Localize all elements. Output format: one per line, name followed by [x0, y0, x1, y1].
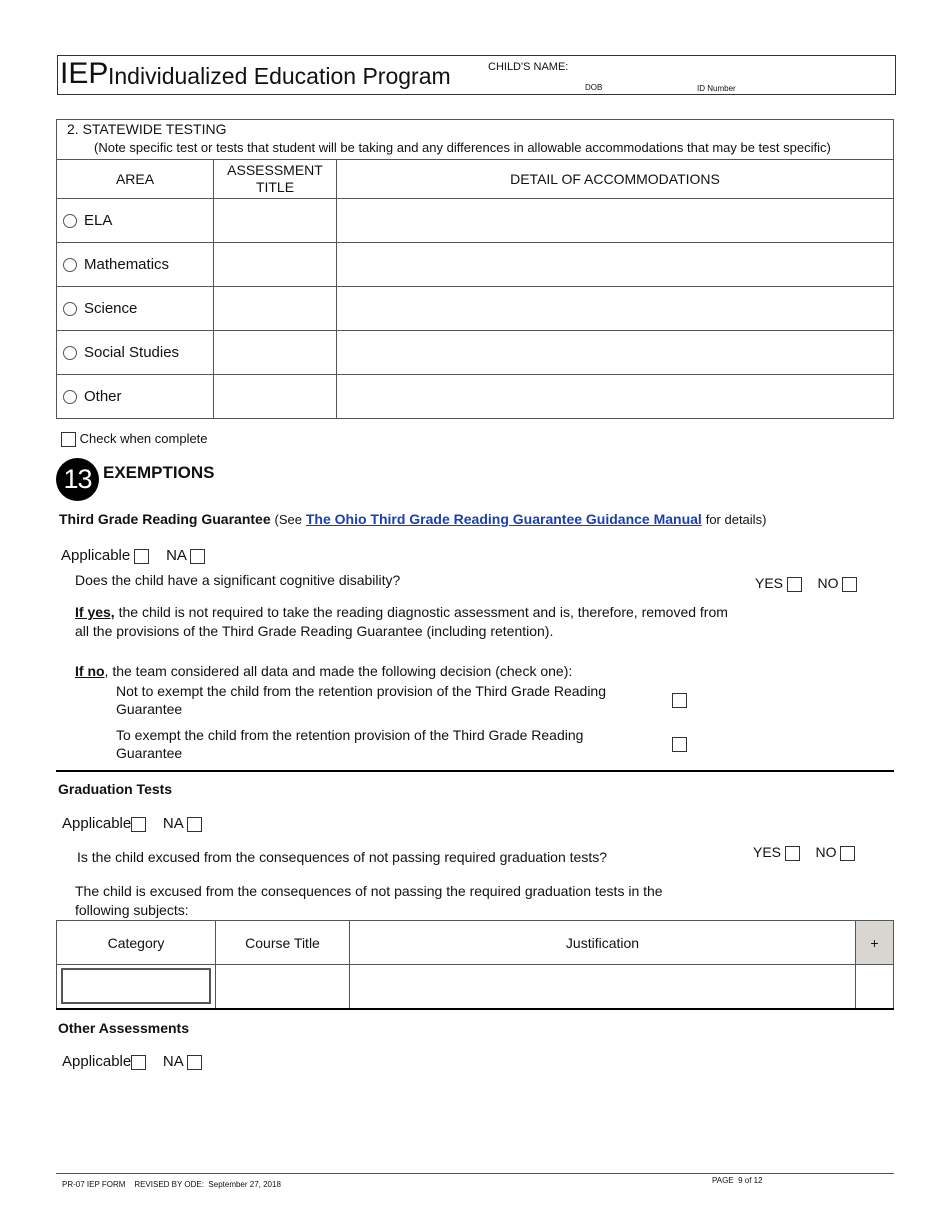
area-label: ELA: [84, 212, 113, 229]
add-row-button[interactable]: +: [856, 921, 894, 965]
not-exempt-checkbox[interactable]: [672, 693, 687, 708]
table-row: [57, 331, 894, 375]
area-label: Social Studies: [84, 344, 180, 361]
option-not-exempt: Not to exempt the child from the retention provision of the Third Grade Reading Guarantee: [116, 683, 607, 717]
if-yes-paragraph: [75, 603, 735, 641]
social-studies-radio[interactable]: [63, 346, 77, 360]
exemptions-title: EXEMPTIONS: [103, 463, 215, 482]
area-label: Mathematics: [84, 256, 170, 273]
area-label: Other: [84, 388, 122, 405]
table-row: [57, 243, 894, 287]
if-no-label: If no: [75, 663, 105, 679]
category-input[interactable]: [61, 968, 211, 1004]
detail-cell[interactable]: [337, 331, 894, 375]
assessment-title-cell[interactable]: [214, 331, 337, 375]
trg-heading: [59, 511, 766, 527]
trg-na-checkbox[interactable]: [190, 549, 205, 564]
assessment-title-cell[interactable]: [214, 243, 337, 287]
statewide-note: (Note specific test or tests that student will be taking and any differences in allowable accommodations that may be test specific): [94, 140, 831, 155]
excused-text: The child is excused from the consequences of not passing the required graduation tests in the following subjects:: [75, 883, 663, 918]
assessment-title-cell[interactable]: [214, 199, 337, 243]
check-when-complete: [61, 431, 208, 447]
page-number: PAGE 9 of 12: [712, 1176, 763, 1185]
trg-see: (See: [274, 512, 302, 527]
check-complete-label: Check when complete: [79, 431, 208, 446]
detail-cell[interactable]: [337, 375, 894, 419]
cognitive-no-checkbox[interactable]: [842, 577, 857, 592]
trg-applicable-checkbox[interactable]: [134, 549, 149, 564]
science-radio[interactable]: [63, 302, 77, 316]
table-row: [57, 287, 894, 331]
course-title-cell[interactable]: [216, 965, 350, 1009]
detail-cell[interactable]: [337, 287, 894, 331]
applicable-label: Applicable: [61, 547, 131, 564]
check-complete-checkbox[interactable]: [61, 432, 76, 447]
statewide-title-cell: [57, 120, 894, 160]
statewide-testing-table: [56, 119, 894, 419]
cognitive-disability-question: Does the child have a significant cognitive disability?: [75, 572, 401, 588]
other-applicable-checkbox[interactable]: [131, 1055, 146, 1070]
other-applicable-row: [62, 1053, 202, 1070]
if-no-text: , the team considered all data and made the following decision (check one):: [104, 663, 573, 679]
if-no-paragraph: [75, 663, 572, 679]
assessment-title-cell[interactable]: [214, 375, 337, 419]
childs-name-label: CHILD'S NAME:: [488, 61, 569, 73]
row-action-cell: [856, 965, 894, 1009]
applicable-label: Applicable: [62, 1053, 132, 1070]
form-revision: PR-07 IEP FORM REVISED BY ODE: September 27, 2018: [62, 1180, 281, 1189]
exempt-checkbox[interactable]: [672, 737, 687, 752]
table-row: [57, 375, 894, 419]
option-exempt: To exempt the child from the retention provision of the Third Grade Reading Guarantee: [116, 727, 584, 761]
grad-na-checkbox[interactable]: [187, 817, 202, 832]
table-row: [57, 199, 894, 243]
section-number-badge: 13: [56, 458, 99, 501]
grad-yes-checkbox[interactable]: [785, 846, 800, 861]
assessment-title-header: ASSESSMENT TITLE: [214, 160, 337, 199]
statewide-section-title: 2. STATEWIDE TESTING: [67, 121, 227, 137]
ela-radio[interactable]: [63, 214, 77, 228]
category-header: Category: [57, 921, 216, 965]
id-number-label: ID Number: [697, 84, 736, 93]
other-assessments-title: Other Assessments: [58, 1020, 189, 1036]
if-yes-text: the child is not required to take the reading diagnostic assessment and is, therefore, removed from all the provisions of the Third Grade Reading Guarantee (including retention).: [75, 604, 728, 639]
footer-rule: [56, 1173, 894, 1174]
area-label: Science: [84, 300, 138, 317]
iep-logo-text: IEP: [60, 57, 109, 90]
applicable-label: Applicable: [62, 815, 132, 832]
justification-cell[interactable]: [350, 965, 856, 1009]
trg-applicable-row: [61, 547, 205, 564]
trg-guidance-link[interactable]: The Ohio Third Grade Reading Guarantee Guidance Manual: [305, 511, 702, 527]
dob-label: DOB: [585, 83, 603, 92]
no-label: NO: [817, 575, 839, 591]
detail-cell[interactable]: [337, 199, 894, 243]
justification-header: Justification: [350, 921, 856, 965]
grad-applicable-row: [62, 815, 202, 832]
yes-label: YES: [753, 844, 782, 860]
other-radio[interactable]: [63, 390, 77, 404]
graduation-question: Is the child excused from the consequences of not passing required graduation tests?: [77, 849, 607, 865]
trg-title: Third Grade Reading Guarantee: [59, 511, 271, 527]
graduation-subjects-table: [56, 920, 894, 1010]
area-header: AREA: [57, 160, 214, 199]
form-title: Individualized Education Program: [108, 63, 451, 89]
na-label: NA: [162, 1053, 183, 1070]
if-yes-label: If yes,: [75, 604, 115, 620]
course-title-header: Course Title: [216, 921, 350, 965]
section-divider: [56, 770, 894, 772]
graduation-yes-no: [753, 844, 855, 861]
detail-cell[interactable]: [337, 243, 894, 287]
grad-no-checkbox[interactable]: [840, 846, 855, 861]
na-label: NA: [166, 547, 187, 564]
cognitive-yes-checkbox[interactable]: [787, 577, 802, 592]
trg-tail: for details): [705, 512, 767, 527]
mathematics-radio[interactable]: [63, 258, 77, 272]
cognitive-yes-no: [755, 575, 857, 592]
assessment-title-cell[interactable]: [214, 287, 337, 331]
grad-applicable-checkbox[interactable]: [131, 817, 146, 832]
yes-label: YES: [755, 575, 784, 591]
no-label: NO: [815, 844, 837, 860]
detail-header: DETAIL OF ACCOMMODATIONS: [337, 160, 894, 199]
graduation-tests-title: Graduation Tests: [58, 781, 173, 797]
na-label: NA: [162, 815, 183, 832]
other-na-checkbox[interactable]: [187, 1055, 202, 1070]
table-row: [57, 965, 894, 1009]
